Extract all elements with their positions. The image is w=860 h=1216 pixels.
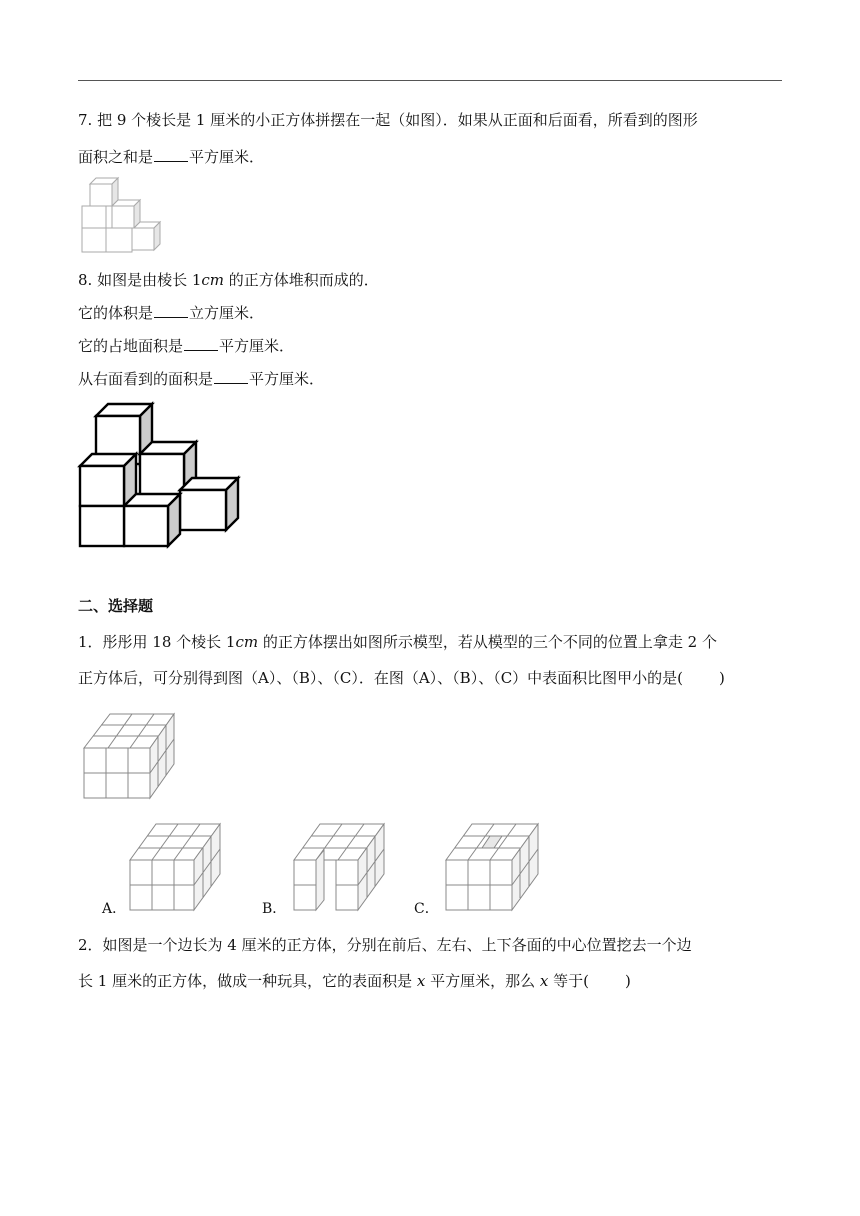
q8-line2: [78, 303, 264, 323]
c1-text-c: 正方体后，可分别得到图（A）、（B）、（C）．在图（A）、（B）、（C）中表面积比图甲小的是: [78, 669, 678, 687]
section-title-text: 二、选择题: [78, 597, 154, 615]
q8-volume-unit: 立方厘米．: [189, 304, 265, 322]
c1-paren-close: ): [719, 669, 725, 687]
c1-option-a-label: A．: [102, 901, 127, 917]
c1-text-b: 的正方体摆出如图所示模型，若从模型的三个不同的位置上拿走 2 个: [258, 633, 717, 651]
c2-text-a: 长 1 厘米的正方体，做成一种玩具，它的表面积是: [78, 972, 417, 990]
q8-figure: [78, 402, 244, 548]
c2-paren-close: ): [624, 972, 631, 990]
c1-option-c[interactable]: [414, 898, 439, 918]
q7-text-b: 平方厘米．: [189, 148, 265, 166]
c2-var-x: x: [416, 972, 426, 990]
c1-line1: [78, 632, 717, 652]
q8-volume-label: 它的体积是: [78, 304, 154, 322]
c1-paren-open: (: [677, 669, 684, 687]
q7-figure: [80, 176, 162, 254]
c1-line2: [78, 668, 725, 688]
c1-option-c-label: C．: [414, 901, 439, 917]
c1-unit: cm: [235, 633, 259, 651]
c2-line2: [78, 971, 631, 991]
q8-unit: cm: [201, 271, 225, 289]
c1-figure-c: [444, 822, 540, 912]
q8-area-label: 它的占地面积是: [78, 337, 184, 355]
c1-option-a[interactable]: [102, 898, 126, 918]
q7-text: 7. 把 9 个棱长是 1 厘米的小正方体拼摆在一起（如图）．如果从正面和后面看，所看到的图形: [78, 111, 698, 129]
q7-line1: [78, 110, 698, 130]
c1-figure-main: [82, 712, 176, 800]
c2-paren-open: (: [583, 972, 589, 990]
q8-volume-blank[interactable]: [154, 303, 188, 318]
c1-text-a: 1．彤彤用 18 个棱长 1: [78, 633, 236, 651]
q7-answer-blank[interactable]: [154, 147, 188, 162]
c1-option-b[interactable]: [262, 898, 286, 918]
q7-text-a: 面积之和是: [78, 148, 154, 166]
q7-line2: [78, 147, 264, 167]
q8-line1: [78, 270, 379, 290]
q8-area-blank[interactable]: [184, 336, 218, 351]
q8-text-b: 的正方体堆积而成的．: [224, 271, 379, 289]
q8-area-unit: 平方厘米．: [219, 337, 295, 355]
header-rule: [78, 80, 782, 81]
c2-var-x-2: x: [539, 972, 549, 990]
q8-text-a: 8. 如图是由棱长 1: [78, 271, 202, 289]
q8-line3: [78, 336, 294, 356]
q8-right-label: 从右面看到的面积是: [78, 370, 214, 388]
c2-text-b: 平方厘米，那么: [425, 972, 540, 990]
q8-right-unit: 平方厘米．: [249, 370, 325, 388]
section-title: [78, 596, 153, 616]
c1-figure-a: [128, 822, 222, 912]
q8-right-blank[interactable]: [214, 369, 248, 384]
c1-figure-b: [292, 822, 386, 912]
c1-option-b-label: B．: [262, 901, 287, 917]
c2-text: 2．如图是一个边长为 4 厘米的正方体，分别在前后、左右、上下各面的中心位置挖去一个边: [78, 936, 692, 954]
c2-line1: [78, 935, 692, 955]
c2-text-c: 等于: [548, 972, 584, 990]
q8-line4: [78, 369, 324, 389]
